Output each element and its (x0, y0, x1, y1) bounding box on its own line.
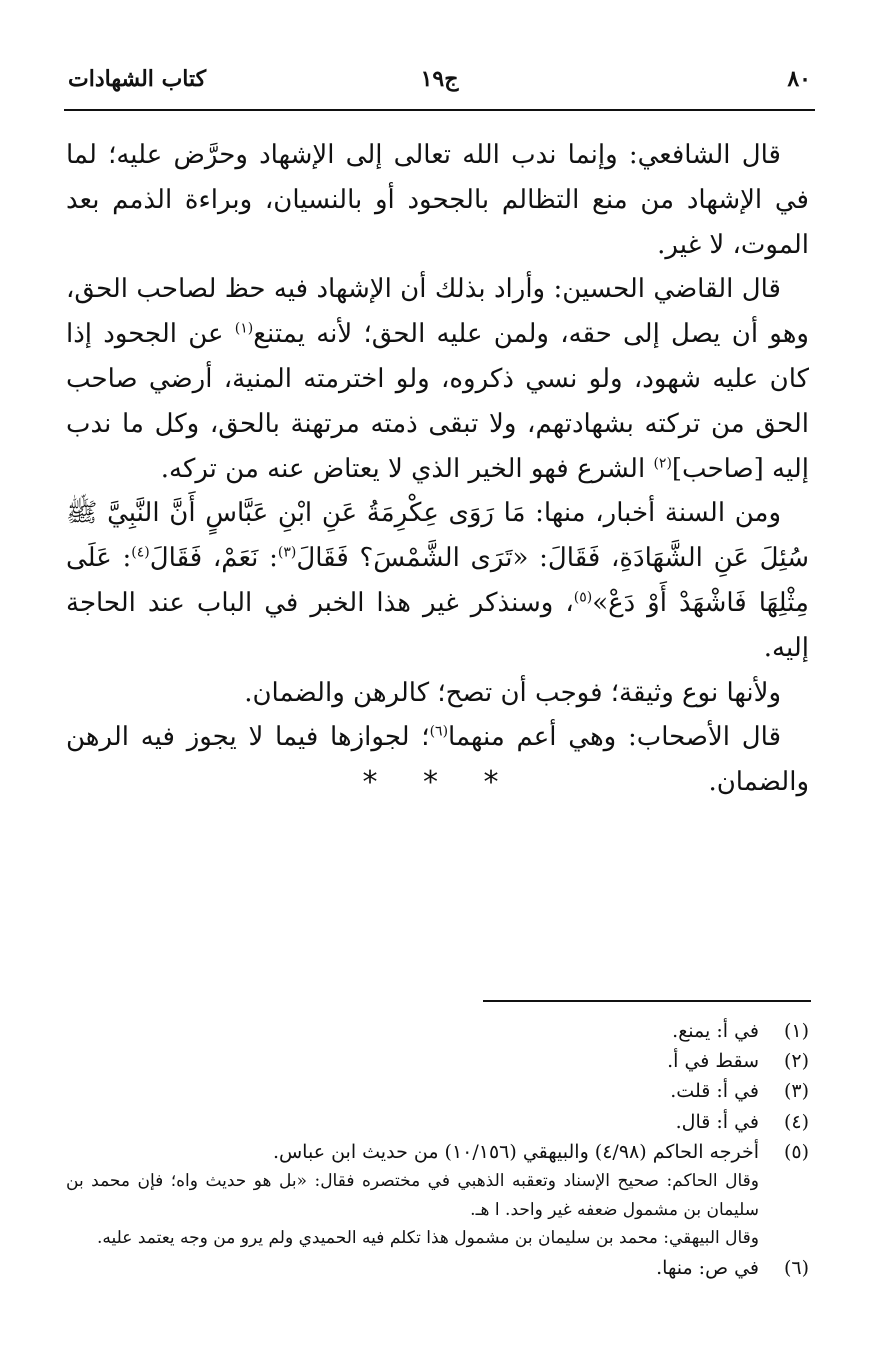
footnote-ref-6: (٦) (429, 723, 449, 740)
paragraph-qadi-husayn: قال القاضي الحسين: وأراد بذلك أن الإشهاد فيه حظ لصاحب الحق، وهو أن يصل إلى حقه، ولمن عليه الحق؛ لأنه يمتنع$^{(١)}$ عن الجحود إذا كان عليه شهود، ولو نسي ذكروه، ولو اخترمته المنية، أرضي صاحب الحق من تركته بشهادتهم، ولا تبقى ذمته مرتهنة بالحق، وكل ما ندب إليه [صاحب]$^{(٢)}$ الشرع فهو الخير الذي لا يعتاض عنه من تركه. (66, 274, 809, 484)
footnote-text: أخرجه الحاكم (٤/٩٨) والبيهقي (١٠/١٥٦) من حديث ابن عباس. (272, 1140, 759, 1163)
footnotes (66, 1016, 809, 1283)
footnote-number: (٥) (783, 1140, 809, 1163)
main-text (66, 133, 809, 805)
paragraph-shafii: قال الشافعي: وإنما ندب الله تعالى إلى الإشهاد وحرَّض عليه؛ لما في الإشهاد من منع التظالم بالجحود أو بالنسيان، وبراءة الذمم بعد الموت، لا غير. (66, 140, 809, 260)
footnote-text: في أ: يمنع. (672, 1020, 759, 1042)
footnote-number: (٣) (783, 1080, 809, 1103)
footnote-ref-5: (٥) (573, 589, 593, 606)
book-title: كتاب الشهادات (68, 66, 207, 92)
page-number: ٨٠ (787, 66, 811, 92)
footnote-text: سقط في أ. (667, 1050, 759, 1073)
footnote-ref-3: (٣) (277, 544, 297, 561)
running-head (68, 66, 811, 100)
footnote-number: (٦) (783, 1256, 809, 1279)
volume-label: ج١٩ (420, 66, 459, 92)
footnote-5 (66, 1137, 809, 1253)
footnote-text: في أ: قلت. (670, 1080, 759, 1103)
footnote-bayhaqi-comment: وقال البيهقي: محمد بن سليمان بن مشمول هذا تكلم فيه الحميدي ولم يرو من وجه يعتمد عليه. (97, 1228, 759, 1249)
footnote-ref-1: (١) (234, 320, 254, 337)
footnote-6 (66, 1253, 809, 1283)
footnote-3 (66, 1076, 809, 1106)
paragraph-ashab: قال الأصحاب: وهي أعم منهما$^{(٦)}$؛ لجوازها فيما لا يجوز فيه الرهن والضمان. (66, 722, 809, 798)
paragraph-wathiqa: ولأنها نوع وثيقة؛ فوجب أن تصح؛ كالرهن والضمان. (244, 677, 781, 708)
footnote-2 (66, 1046, 809, 1076)
footnote-text-block (66, 1137, 759, 1253)
header-rule (64, 109, 815, 111)
section-separator: * * * (362, 765, 517, 800)
paragraph-sunnah: ومن السنة أخبار، منها: مَا رَوَى عِكْرِمَةُ عَنِ ابْنِ عَبَّاسٍ أَنَّ النَّبِيَّ ﷺ سُئِلَ عَنِ الشَّهَادَةِ، فَقَالَ: «تَرَى الشَّمْسَ؟ فَقَالَ$^{(٣)}$: نَعَمْ، فَقَالَ$^{(٤)}$: عَلَى مِثْلِهَا فَاشْهَدْ أَوْ دَعْ»$^{(٥)}$، وسنذكر غير هذا الخبر في الباب عند الحاجة إليه. (66, 498, 809, 663)
footnote-number: (٤) (783, 1110, 809, 1133)
footnote-ref-2: (٢) (653, 454, 672, 471)
footnote-hakim-comment: وقال الحاكم: صحيح الإسناد وتعقبه الذهبي في مختصره فقال: «بل هو حديث واه؛ فإن محمد بن سليمان بن مشمول ضعفه غير واحد. ا هـ. (66, 1171, 759, 1220)
footnote-text: في أ: قال. (675, 1110, 759, 1133)
footnote-1 (66, 1016, 809, 1046)
footnote-text: في ص: منها. (656, 1256, 759, 1279)
footnote-number: (٢) (783, 1050, 809, 1073)
footnote-rule (483, 1000, 811, 1002)
footnote-number: (١) (783, 1020, 809, 1042)
footnote-4 (66, 1107, 809, 1137)
footnote-ref-4: (٤) (131, 544, 150, 561)
